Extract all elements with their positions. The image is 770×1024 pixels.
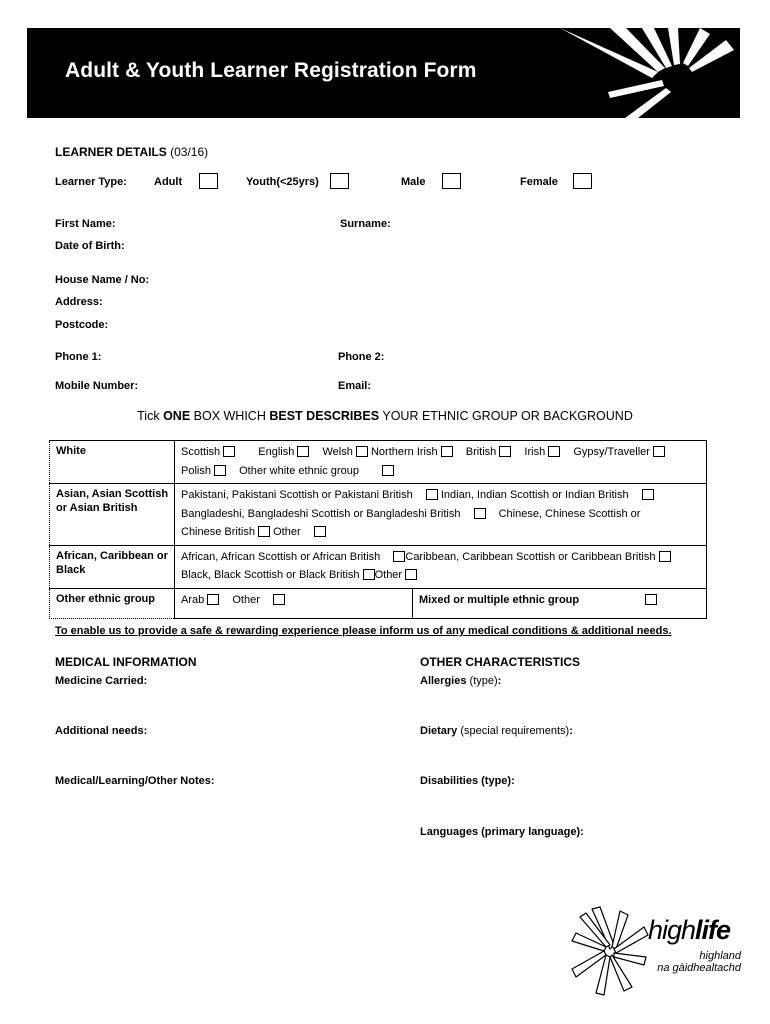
black-checkbox[interactable]	[363, 569, 375, 580]
asian-options: Pakistani, Pakistani Scottish or Pakistani British Indian, Indian Scottish or Indian British Bangladeshi, Bangladeshi Scottish or Bangladeshi British Chinese, Chinese Scottish or Chinese British Other	[175, 484, 707, 546]
logo-line-2: na gàidhealtachd	[657, 962, 741, 974]
email-field[interactable]: Email:	[338, 380, 372, 392]
medical-notes-field[interactable]: Medical/Learning/Other Notes:	[55, 775, 215, 787]
female-label: Female	[520, 176, 558, 188]
white-group-label: White	[50, 441, 175, 484]
date-of-birth-field[interactable]: Date of Birth:	[55, 240, 125, 252]
adult-checkbox[interactable]	[199, 173, 218, 189]
scottish-checkbox[interactable]	[223, 446, 235, 457]
caribbean-checkbox[interactable]	[659, 551, 671, 562]
arab-checkbox[interactable]	[207, 594, 219, 605]
table-row	[50, 588, 707, 619]
table-row	[50, 441, 707, 484]
other-group-label: Other ethnic group	[50, 588, 175, 619]
surname-field[interactable]: Surname:	[340, 218, 391, 230]
male-label: Male	[401, 176, 426, 188]
postcode-field[interactable]: Postcode:	[55, 319, 109, 331]
table-row	[50, 545, 707, 588]
highlife-logo	[570, 905, 745, 997]
indian-checkbox[interactable]	[642, 489, 654, 500]
other-african-checkbox[interactable]	[405, 569, 417, 580]
table-row	[50, 484, 707, 546]
header-banner	[27, 28, 740, 118]
chinese-checkbox[interactable]	[258, 526, 270, 537]
welsh-checkbox[interactable]	[356, 446, 368, 457]
ethnic-instruction: Tick ONE BOX WHICH BEST DESCRIBES YOUR ETHNIC GROUP OR BACKGROUND	[137, 409, 633, 423]
medical-notice: To enable us to provide a safe & rewarding experience please inform us of any medical conditions & additional needs.	[55, 625, 672, 637]
logo-line-1: highland	[699, 950, 741, 962]
additional-needs-field[interactable]: Additional needs:	[55, 725, 148, 737]
medicine-carried-field[interactable]: Medicine Carried:	[55, 675, 148, 687]
adult-label: Adult	[154, 176, 183, 188]
gypsy-traveller-checkbox[interactable]	[653, 446, 665, 457]
african-group-label: African, Caribbean or Black	[50, 545, 175, 588]
languages-field[interactable]: Languages (primary language):	[420, 826, 584, 838]
northern-irish-checkbox[interactable]	[441, 446, 453, 457]
other-asian-checkbox[interactable]	[314, 526, 326, 537]
other-white-checkbox[interactable]	[382, 465, 394, 476]
male-checkbox[interactable]	[442, 173, 461, 189]
mixed-options: Mixed or multiple ethnic group	[413, 588, 707, 619]
asian-group-label: Asian, Asian Scottish or Asian British	[50, 484, 175, 546]
ethnic-group-table	[49, 440, 707, 619]
british-checkbox[interactable]	[499, 446, 511, 457]
polish-checkbox[interactable]	[214, 465, 226, 476]
mixed-checkbox[interactable]	[645, 594, 657, 605]
starburst-graphic	[550, 28, 740, 118]
bangladeshi-checkbox[interactable]	[474, 508, 486, 519]
mobile-number-field[interactable]: Mobile Number:	[55, 380, 139, 392]
allergies-field[interactable]: Allergies (type):	[420, 675, 502, 687]
african-checkbox[interactable]	[393, 551, 405, 562]
learner-type-label: Learner Type:	[55, 176, 127, 188]
pakistani-checkbox[interactable]	[426, 489, 438, 500]
english-checkbox[interactable]	[297, 446, 309, 457]
house-name-field[interactable]: House Name / No:	[55, 274, 150, 286]
logo-wordmark: highlife	[648, 915, 731, 945]
address-field[interactable]: Address:	[55, 296, 103, 308]
dietary-field[interactable]: Dietary (special requirements):	[420, 725, 573, 737]
female-checkbox[interactable]	[573, 173, 592, 189]
other-characteristics-heading: OTHER CHARACTERISTICS	[420, 655, 581, 669]
youth-checkbox[interactable]	[330, 173, 349, 189]
youth-label: Youth(<25yrs)	[246, 176, 319, 188]
form-title: Adult & Youth Learner Registration Form	[65, 59, 477, 82]
starburst-logo-icon	[570, 905, 650, 997]
white-options: Scottish English Welsh Northern Irish British Irish Gypsy/Traveller Polish Other white ethnic group	[175, 441, 707, 484]
disabilities-field[interactable]: Disabilities (type):	[420, 775, 515, 787]
phone-2-field[interactable]: Phone 2:	[338, 351, 385, 363]
phone-1-field[interactable]: Phone 1:	[55, 351, 102, 363]
medical-information-heading: MEDICAL INFORMATION	[55, 655, 197, 669]
irish-checkbox[interactable]	[548, 446, 560, 457]
african-options: African, African Scottish or African British Caribbean, Caribbean Scottish or Caribbean British Black, Black Scottish or Black British Other	[175, 545, 707, 588]
learner-details-heading: LEARNER DETAILS (03/16)	[55, 145, 209, 159]
first-name-field[interactable]: First Name:	[55, 218, 116, 230]
other-options: Arab Other	[175, 588, 413, 619]
other-ethnic-checkbox[interactable]	[273, 594, 285, 605]
